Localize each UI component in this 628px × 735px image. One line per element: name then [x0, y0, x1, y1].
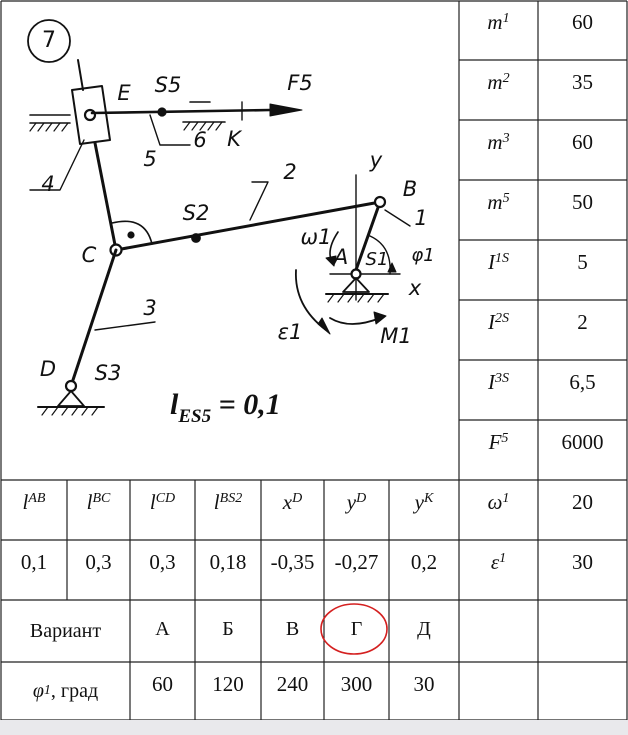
phi-row-label: φ 1 , град: [32, 680, 99, 702]
param-symbol: ω 1: [487, 490, 510, 514]
param-symbol: I 1S: [488, 250, 509, 274]
dim-value: 0,2: [410, 550, 438, 574]
label-K: K: [227, 126, 241, 151]
length-caption: $l_{ES5} = 0,1$: [170, 388, 281, 427]
phi-value: 300: [340, 672, 373, 696]
label-D: D: [39, 356, 57, 381]
label-C: C: [81, 242, 97, 267]
param-value: 60: [572, 10, 593, 34]
param-value: 6,5: [569, 370, 596, 394]
label-1: 1: [414, 205, 428, 230]
label-y: y: [369, 147, 383, 172]
label-5: 5: [143, 146, 157, 171]
param-symbol: m 2: [487, 70, 510, 94]
label-S3: S3: [94, 360, 122, 385]
param-symbol: m 5: [487, 190, 510, 214]
dim-header: y K: [414, 490, 434, 514]
dim-header: l AB: [22, 490, 46, 514]
phi-value: 120: [212, 672, 244, 696]
param-value: 30: [572, 550, 593, 574]
param-symbol: m 3: [487, 130, 510, 154]
variant-letter[interactable]: Г: [350, 618, 363, 640]
dim-header: l BC: [86, 490, 111, 514]
label-A: A: [333, 244, 349, 269]
label-S2: S2: [182, 200, 210, 225]
label-6: 6: [193, 127, 207, 152]
phi-value: 30: [413, 672, 435, 696]
scheme-number: 7: [42, 28, 56, 53]
label-eps1: ε1: [277, 319, 303, 344]
dim-value: 0,1: [20, 550, 48, 574]
label-E: E: [117, 80, 131, 105]
label-3: 3: [143, 295, 157, 320]
label-omega1: ω1: [300, 224, 332, 249]
label-2: 2: [283, 159, 297, 184]
param-symbol: F 5: [488, 430, 509, 454]
param-value: 20: [572, 490, 593, 514]
variant-letter[interactable]: Д: [417, 618, 431, 640]
variant-label: Вариант: [29, 620, 102, 642]
param-symbol: I 2S: [488, 310, 509, 334]
label-B: B: [402, 176, 418, 201]
dim-value: 0,3: [149, 550, 176, 574]
param-value: 50: [572, 190, 593, 214]
phi-value: 240: [276, 672, 309, 696]
param-value: 2: [577, 310, 588, 334]
param-value: 5: [577, 250, 588, 274]
dim-value: 0,18: [209, 550, 247, 574]
label-phi1: φ1: [411, 245, 435, 266]
dim-value: -0,27: [334, 550, 379, 574]
param-value: 35: [572, 70, 593, 94]
label-M1: M1: [380, 323, 412, 348]
label-x: x: [408, 275, 422, 300]
label-S1: S1: [365, 249, 389, 270]
variant-letter[interactable]: А: [155, 618, 170, 640]
param-symbol: m 1: [487, 10, 510, 34]
dim-header: x D: [282, 490, 303, 514]
dim-value: 0,3: [85, 550, 112, 574]
dim-header: l BS2: [213, 490, 243, 514]
param-symbol: ε 1: [490, 550, 507, 574]
param-value: 6000: [561, 430, 604, 454]
label-4: 4: [41, 171, 55, 196]
variant-letter[interactable]: В: [285, 618, 300, 640]
phi-value: 60: [152, 672, 173, 696]
dim-header: y D: [346, 490, 367, 514]
param-symbol: I 3S: [488, 370, 509, 394]
label-S5: S5: [154, 72, 182, 97]
dim-value: -0,35: [270, 550, 315, 574]
dim-header: l CD: [149, 490, 176, 514]
variant-letter[interactable]: Б: [222, 618, 234, 640]
label-F5: F5: [287, 70, 313, 95]
param-value: 60: [572, 130, 593, 154]
